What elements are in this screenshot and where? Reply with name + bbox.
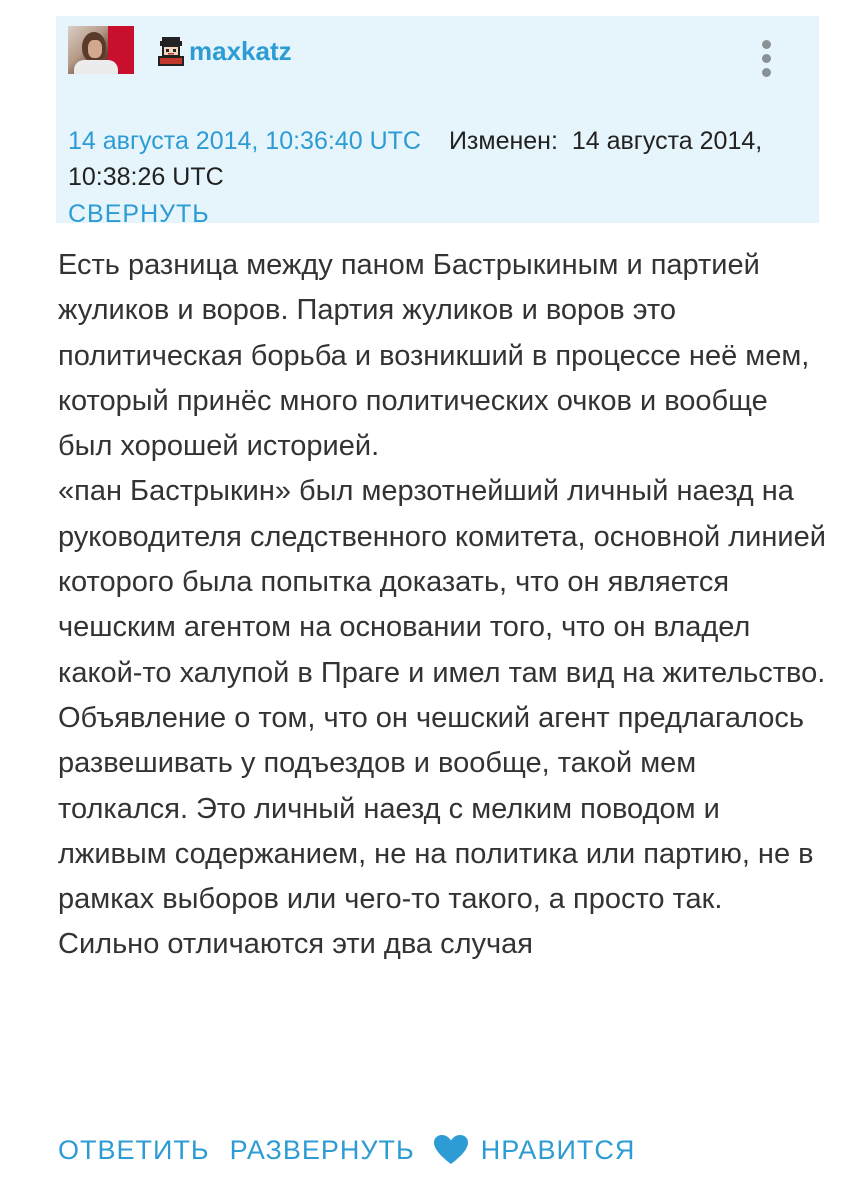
comment-actions xyxy=(58,1128,635,1172)
heart-icon[interactable] xyxy=(433,1134,469,1166)
comment-meta xyxy=(68,123,798,195)
like-link[interactable]: НРАВИТСЯ xyxy=(480,1134,636,1165)
collapse-link[interactable]: СВЕРНУТЬ xyxy=(68,200,210,228)
comment-header xyxy=(56,16,819,228)
edited-date: 14 августа 2014, 10:38:26 UTC xyxy=(68,127,763,191)
posted-date-link[interactable]: 14 августа 2014, 10:36:40 UTC xyxy=(68,127,421,155)
comment-text: Есть разница между паном Бастрыкиным и партией жуликов и воров. Партия жуликов и воров это политическая борьба и возникший в процессе неё мем, который принёс много политических очков и вообще был хорошей историей. «пан Бастрыкин» был мерзотнейший личный наезд на руководителя следственного комитета, основной линией которого была попытка доказать, что он является чешским агентом на основании того, что он владел какой-то халупой в Праге и имел там вид на жительство. Объявление о том, что он чешский агент предлагалось развешивать у подъездов и вообще, такой мем толкался. Это личный наезд с мелким поводом и лживым содержанием, не на политика или партию, не в рамках выборов или чего-то такого, а просто так. Сильно отличаются эти два случая xyxy=(58,249,826,961)
avatar-face xyxy=(88,40,102,58)
author-name[interactable]: maxkatz xyxy=(189,36,292,66)
avatar-shirt xyxy=(74,60,118,74)
edited-label: Изменен: xyxy=(448,127,558,155)
avatar[interactable] xyxy=(68,26,134,74)
reply-link[interactable]: ОТВЕТИТЬ xyxy=(58,1134,210,1165)
more-vertical-icon[interactable] xyxy=(759,40,773,80)
user-icon xyxy=(156,36,186,66)
expand-link[interactable]: РАЗВЕРНУТЬ xyxy=(229,1134,415,1165)
